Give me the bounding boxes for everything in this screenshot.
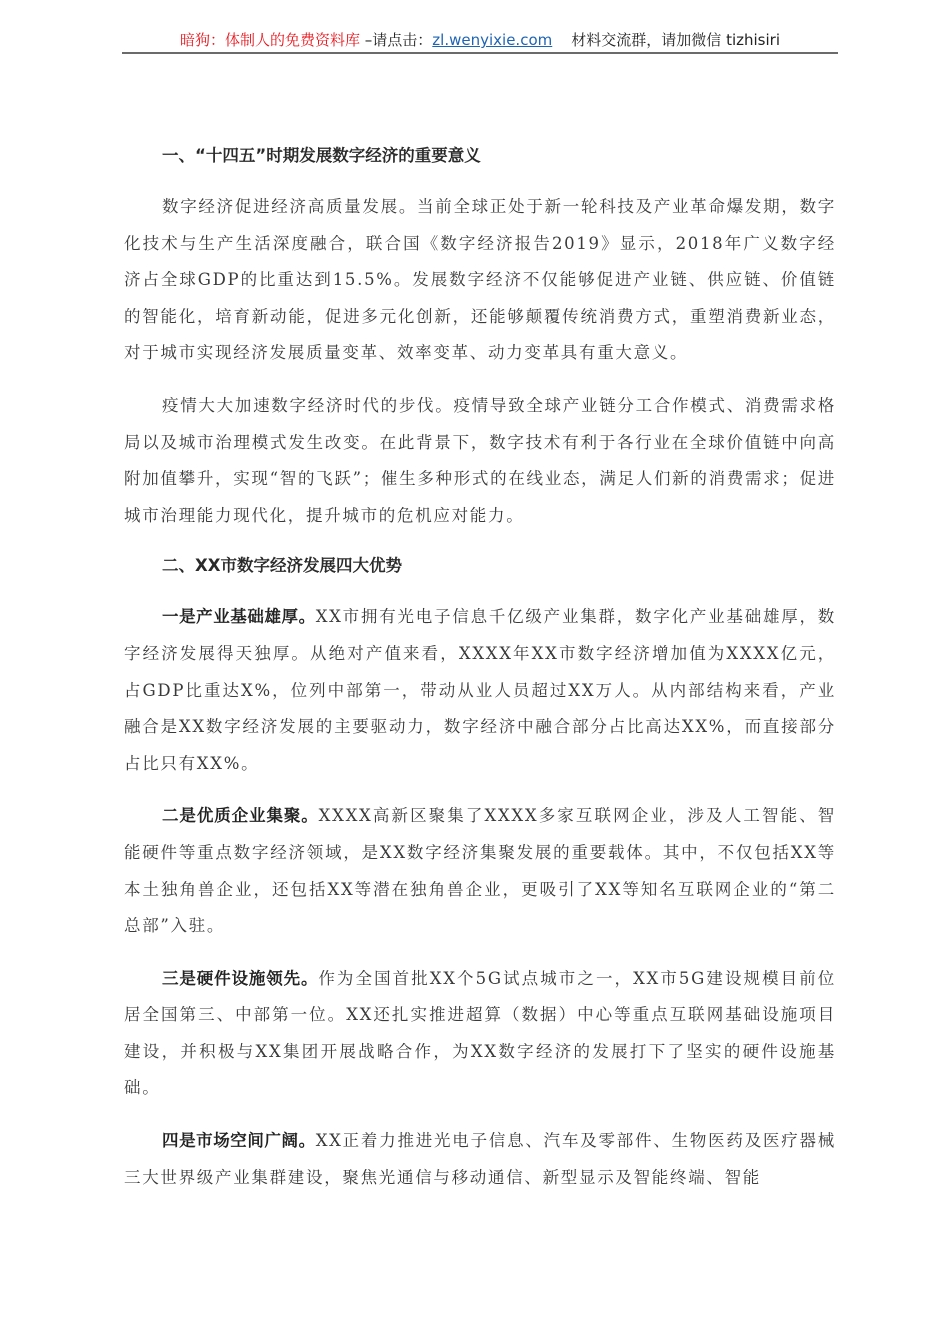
paragraph [124, 599, 836, 782]
paragraph [124, 961, 836, 1107]
paragraph-lead: 二是优质企业集聚。 [162, 806, 319, 826]
paragraph [124, 798, 836, 944]
header-divider [122, 52, 838, 54]
paragraph-lead: 四是市场空间广阔。 [162, 1131, 316, 1151]
paragraph-text: XX市拥有光电子信息千亿级产业集群，数字化产业基础雄厚，数字经济发展得天独厚。从绝对产值来看，XXXX年XX市数字经济增加值为XXXX亿元，占GDP比重达X%，位列中部第一，带动从业人员超过XX万人。从内部结构来看，产业融合是XX数字经济发展的主要驱动力，数字经济中融合部分占比高达XX%，而直接部分占比只有XX%。 [124, 607, 837, 773]
paragraph-lead: 三是硬件设施领先。 [162, 968, 319, 988]
paragraph-text: 作为全国首批XX个5G试点城市之一，XX市5G建设规模目前位居全国第三、中部第一位。XX还扎实推进超算（数据）中心等重点互联网基础设施项目建设，并积极与XX集团开展战略合作，为XX数字经济的发展打下了坚实的硬件设施基础。 [124, 968, 837, 1098]
paragraph-text: XXXX高新区聚集了XXXX多家互联网企业，涉及人工智能、智能硬件等重点数字经济领域，是XX数字经济集聚发展的重要载体。其中，不仅包括XX等本土独角兽企业，还包括XX等潜在独角兽企业，更吸引了XX等知名互联网企业的“第二总部”入驻。 [124, 806, 836, 936]
section-heading-2: 二、XX市数字经济发展四大优势 [162, 556, 402, 576]
paragraph-lead: 一是产业基础雄厚。 [162, 607, 316, 627]
paragraph [124, 1123, 836, 1196]
paragraph: 数字经济促进经济高质量发展。当前全球正处于新一轮科技及产业革命爆发期，数字化技术与生产生活深度融合，联合国《数字经济报告2019》显示，2018年广义数字经济占全球GDP的比重达到15.5%。发展数字经济不仅能够促进产业链、供应链、价值链的智能化，培育新动能，促进多元化创新，还能够颠覆传统消费方式，重塑消费新业态，对于城市实现经济发展质量变革、效率变革、动力变革具有重大意义。 [124, 197, 836, 363]
promo-link[interactable]: zl.wenyixie.com [432, 31, 553, 49]
page-header [122, 28, 838, 52]
document-body [124, 140, 836, 1212]
promo-click-label: –请点击： [360, 31, 433, 49]
paragraph: 疫情大大加速数字经济时代的步伐。疫情导致全球产业链分工合作模式、消费需求格局以及城市治理模式发生改变。在此背景下，数字技术有利于各行业在全球价值链中向高附加值攀升，实现“智的飞跃”；催生多种形式的在线业态，满足人们新的消费需求；促进城市治理能力现代化，提升城市的危机应对能力。 [124, 395, 836, 525]
promo-wechat: 材料交流群，请加微信 tizhisiri [552, 31, 780, 49]
promo-title: 暗狗：体制人的免费资料库 [180, 31, 361, 49]
paragraph-text: XX正着力推进光电子信息、汽车及零部件、生物医药及医疗器械三大世界级产业集群建设，聚焦光通信与移动通信、新型显示及智能终端、智能 [124, 1131, 837, 1187]
section-heading-1: 一、“十四五”时期发展数字经济的重要意义 [162, 146, 481, 165]
